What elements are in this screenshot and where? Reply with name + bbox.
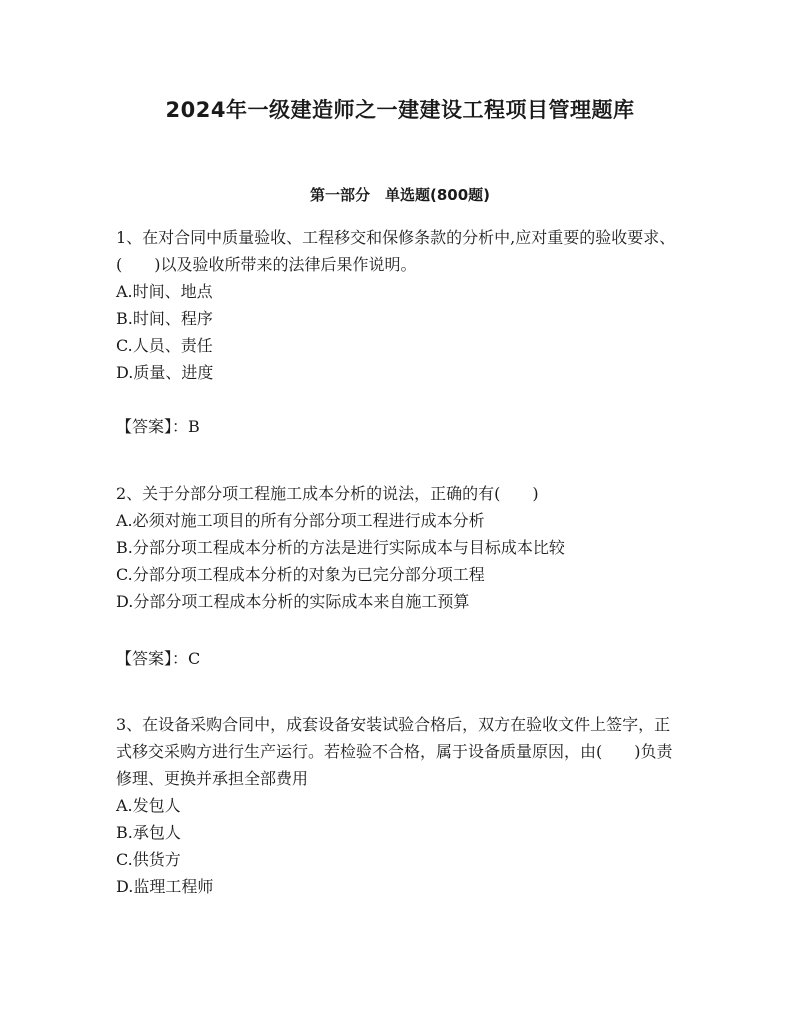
option-list: [116, 792, 686, 900]
option-list: [116, 507, 686, 615]
option-b: B.承包人: [116, 823, 181, 842]
question-stem: 2、关于分部分项工程施工成本分析的说法，正确的有( ): [116, 484, 539, 503]
option-c: C.分部分项工程成本分析的对象为已完分部分项工程: [116, 565, 485, 584]
option-list: [116, 278, 686, 386]
answer-value: C: [188, 649, 201, 668]
question-1: [116, 224, 686, 386]
question-3: [116, 711, 686, 900]
document-title: 2024年一级建造师之一建建设工程项目管理题库: [165, 98, 635, 122]
option-a: A.发包人: [116, 796, 181, 815]
answer-value: B: [188, 417, 200, 436]
option-d: D.分部分项工程成本分析的实际成本来自施工预算: [116, 592, 470, 611]
section-title: 第一部分 单选题(800题): [309, 186, 491, 204]
question-stem: 1、在对合同中质量验收、工程移交和保修条款的分析中,应对重要的验收要求、( )以及验收所带来的法律后果作说明。: [116, 228, 676, 274]
option-d: D.质量、进度: [116, 363, 214, 382]
answer-1: [116, 413, 200, 440]
option-c: C.供货方: [116, 850, 181, 869]
option-c: C.人员、责任: [116, 336, 213, 355]
answer-2: [116, 645, 200, 672]
question-2: [116, 480, 686, 615]
option-b: B.时间、程序: [116, 309, 213, 328]
answer-label: 【答案】：: [116, 417, 189, 436]
question-stem: 3、在设备采购合同中，成套设备安装试验合格后，双方在验收文件上签字，正式移交采购方进行生产运行。若检验不合格，属于设备质量原因，由( )负责修理、更换并承担全部费用: [116, 715, 673, 788]
option-a: A.时间、地点: [116, 282, 213, 301]
option-d: D.监理工程师: [116, 877, 214, 896]
option-a: A.必须对施工项目的所有分部分项工程进行成本分析: [116, 511, 485, 530]
option-b: B.分部分项工程成本分析的方法是进行实际成本与目标成本比较: [116, 538, 565, 557]
answer-label: 【答案】：: [116, 649, 189, 668]
